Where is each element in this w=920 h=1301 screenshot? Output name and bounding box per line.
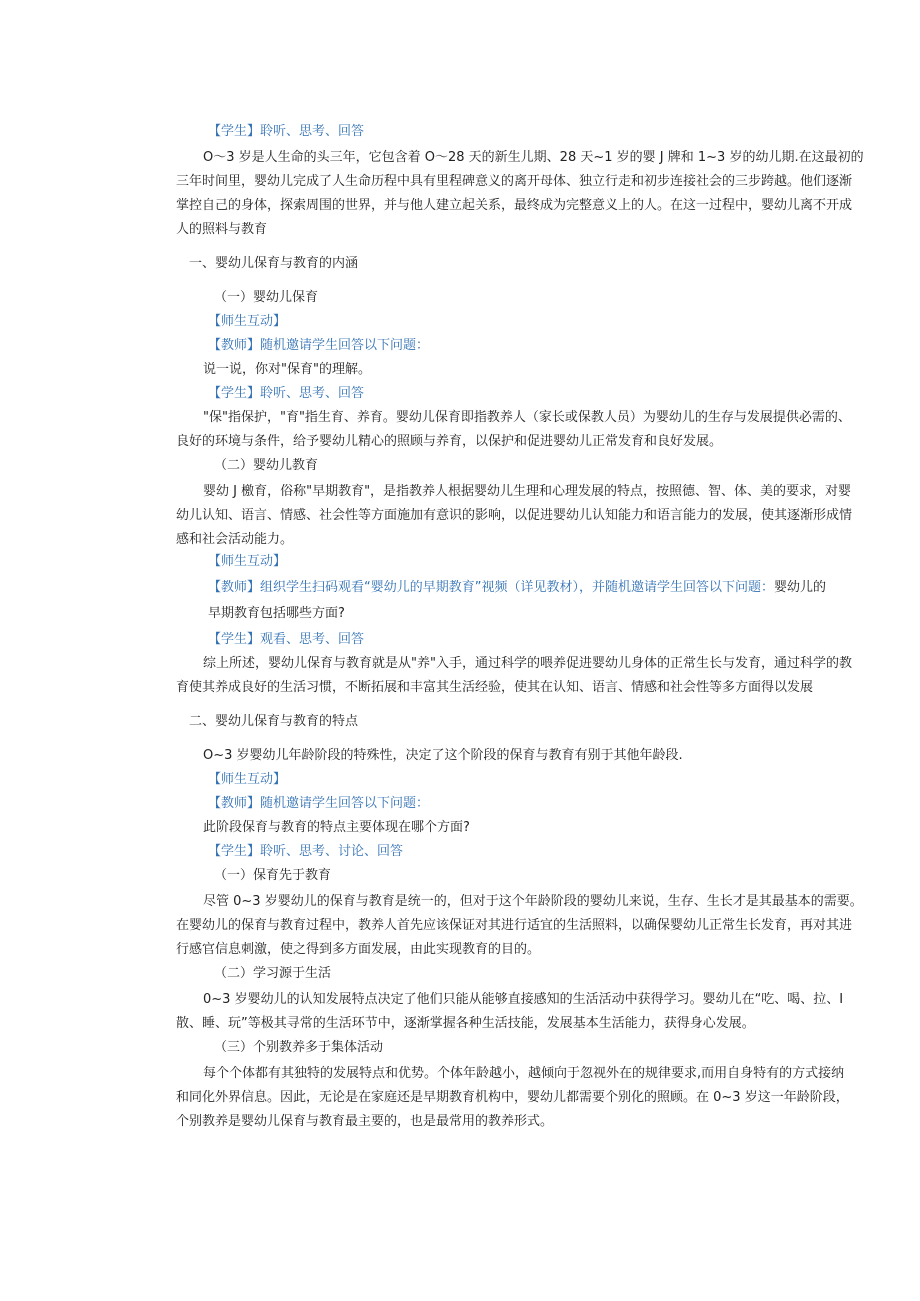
paragraph-education-line-1: 婴幼 J 檄育，俗称"早期教育"，是指教养人根据婴幼儿生理和心理发展的特点，按照德、智、体、美的要求，对婴 [203, 484, 852, 499]
section-heading-2: 二、婴幼儿保育与教育的特点 [189, 714, 359, 729]
student-response-1: 【学生】聆听、思考、回答 [208, 124, 365, 139]
paragraph-life-learning-line-2: 散、睡、玩”等极其寻常的生活环节中，逐渐掌握各种生活技能，发展基本生活能力，获得身心发展。 [176, 1016, 755, 1031]
paragraph-intro-line-3: 掌控自己的身体，探索周围的世界，并与他人建立起关系，最终成为完整意义上的人。在这一过程中，婴幼儿离不开成 [176, 198, 853, 213]
question-1: 说一说，你对"保育"的理解。 [203, 362, 371, 377]
paragraph-individual-line-2: 和同化外界信息。因此，无论是在家庭还是早期教育机构中，婴幼儿都需要个别化的照顾。在 0~3 岁这一年龄阶段， [176, 1090, 849, 1105]
paragraph-care-first-line-2: 在婴幼儿的保育与教育过程中，教养人首先应该保证对其进行适宜的生活照料，以确保婴幼儿正常生长发育，再对其进 [176, 918, 853, 933]
teacher-prompt-2-cont: 早期教育包括哪些方面? [208, 606, 345, 621]
paragraph-summary-line-2: 育使其养成良好的生活习惯，不断拓展和丰富其生活经验，使其在认知、语言、情感和社会性等多方面得以发展 [176, 680, 814, 695]
paragraph-care-first-line-1: 尽管 0~3 岁婴幼儿的保育与教育是统一的，但对于这个年龄阶段的婴幼儿来说，生存、生长才是其最基本的需要。 [203, 894, 863, 909]
paragraph-intro-line-1: O～3 岁是人生命的头三年，它包含着 O～28 天的新生儿期、28 天~1 岁的婴 J 牌和 1~3 岁的幼儿期.在这最初的 [203, 150, 864, 165]
paragraph-summary-line-1: 综上所述，婴幼儿保育与教育就是从"养"入手，通过科学的喂养促进婴幼儿身体的正常生长与发育，通过科学的教 [203, 656, 852, 671]
paragraph-individual-line-3: 个别教养是婴幼儿保育与教育最主要的，也是最常用的教养形式。 [176, 1114, 554, 1129]
paragraph-education-line-3: 感和社会活动能力。 [176, 532, 294, 547]
teacher-prompt-2-tail: 婴幼儿的 [773, 580, 826, 595]
student-response-4: 【学生】聆听、思考、讨论、回答 [208, 844, 404, 859]
teacher-prompt-3: 【教师】随机邀请学生回答以下问题： [208, 796, 430, 811]
student-response-2: 【学生】聆听、思考、回答 [208, 386, 365, 401]
subheading-1b: （二）婴幼儿教育 [214, 458, 319, 473]
paragraph-individual-line-1: 每个个体都有其独特的发展特点和优势。个体年龄越小，越倾向于忽视外在的规律要求,而用自身特有的方式接纳 [203, 1066, 845, 1081]
paragraph-care-line-1: "保"指保护，"育"指生育、养育。婴幼儿保育即指教养人（家长或保教人员）为婴幼儿的生存与发展提供必需的、 [203, 410, 851, 425]
teacher-prompt-1: 【教师】随机邀请学生回答以下问题： [208, 338, 430, 353]
paragraph-education-line-2: 幼儿认知、语言、情感、社会性等方面施加有意识的影响，以促进婴幼儿认知能力和语言能力的发展，使其逐渐形成情 [176, 508, 853, 523]
subheading-1a: （一）婴幼儿保育 [214, 290, 319, 305]
teacher-prompt-2 [208, 576, 826, 600]
interaction-heading-2: 【师生互动】 [208, 554, 287, 569]
paragraph-specialty: O~3 岁婴幼儿年龄阶段的特殊性，决定了这个阶段的保育与教育有别于其他年龄段. [203, 748, 683, 763]
paragraph-intro-line-4: 人的照料与教育 [176, 222, 268, 237]
paragraph-care-line-2: 良好的环境与条件，给予婴幼儿精心的照顾与养育，以保护和促进婴幼儿正常发育和良好发展。 [176, 434, 723, 449]
section-heading-1: 一、婴幼儿保育与教育的内涵 [189, 256, 359, 271]
subheading-2b: （二）学习源于生活 [214, 966, 332, 981]
subheading-2c: （三）个别教养多于集体活动 [214, 1040, 384, 1055]
interaction-heading-3: 【师生互动】 [208, 772, 287, 787]
question-3: 此阶段保育与教育的特点主要体现在哪个方面? [203, 820, 470, 835]
teacher-prompt-2-blue: 【教师】组织学生扫码观看“婴幼儿的早期教育”视频（详见教材），并随机邀请学生回答以下问题： [208, 580, 774, 595]
paragraph-care-first-line-3: 行感官信息刺激，使之得到多方面发展，由此实现教育的目的。 [176, 942, 541, 957]
paragraph-intro-line-2: 三年时间里，婴幼儿完成了人生命历程中具有里程碑意义的离开母体、独立行走和初步连接社会的三步跨越。他们逐渐 [176, 174, 853, 189]
subheading-2a: （一）保育先于教育 [214, 868, 332, 883]
paragraph-life-learning-line-1: 0~3 岁婴幼儿的认知发展特点决定了他们只能从能够直接感知的生活活动中获得学习。婴幼儿在“吃、喝、拉、I [203, 992, 844, 1007]
student-response-3: 【学生】观看、思考、回答 [208, 632, 365, 647]
interaction-heading-1: 【师生互动】 [208, 314, 287, 329]
